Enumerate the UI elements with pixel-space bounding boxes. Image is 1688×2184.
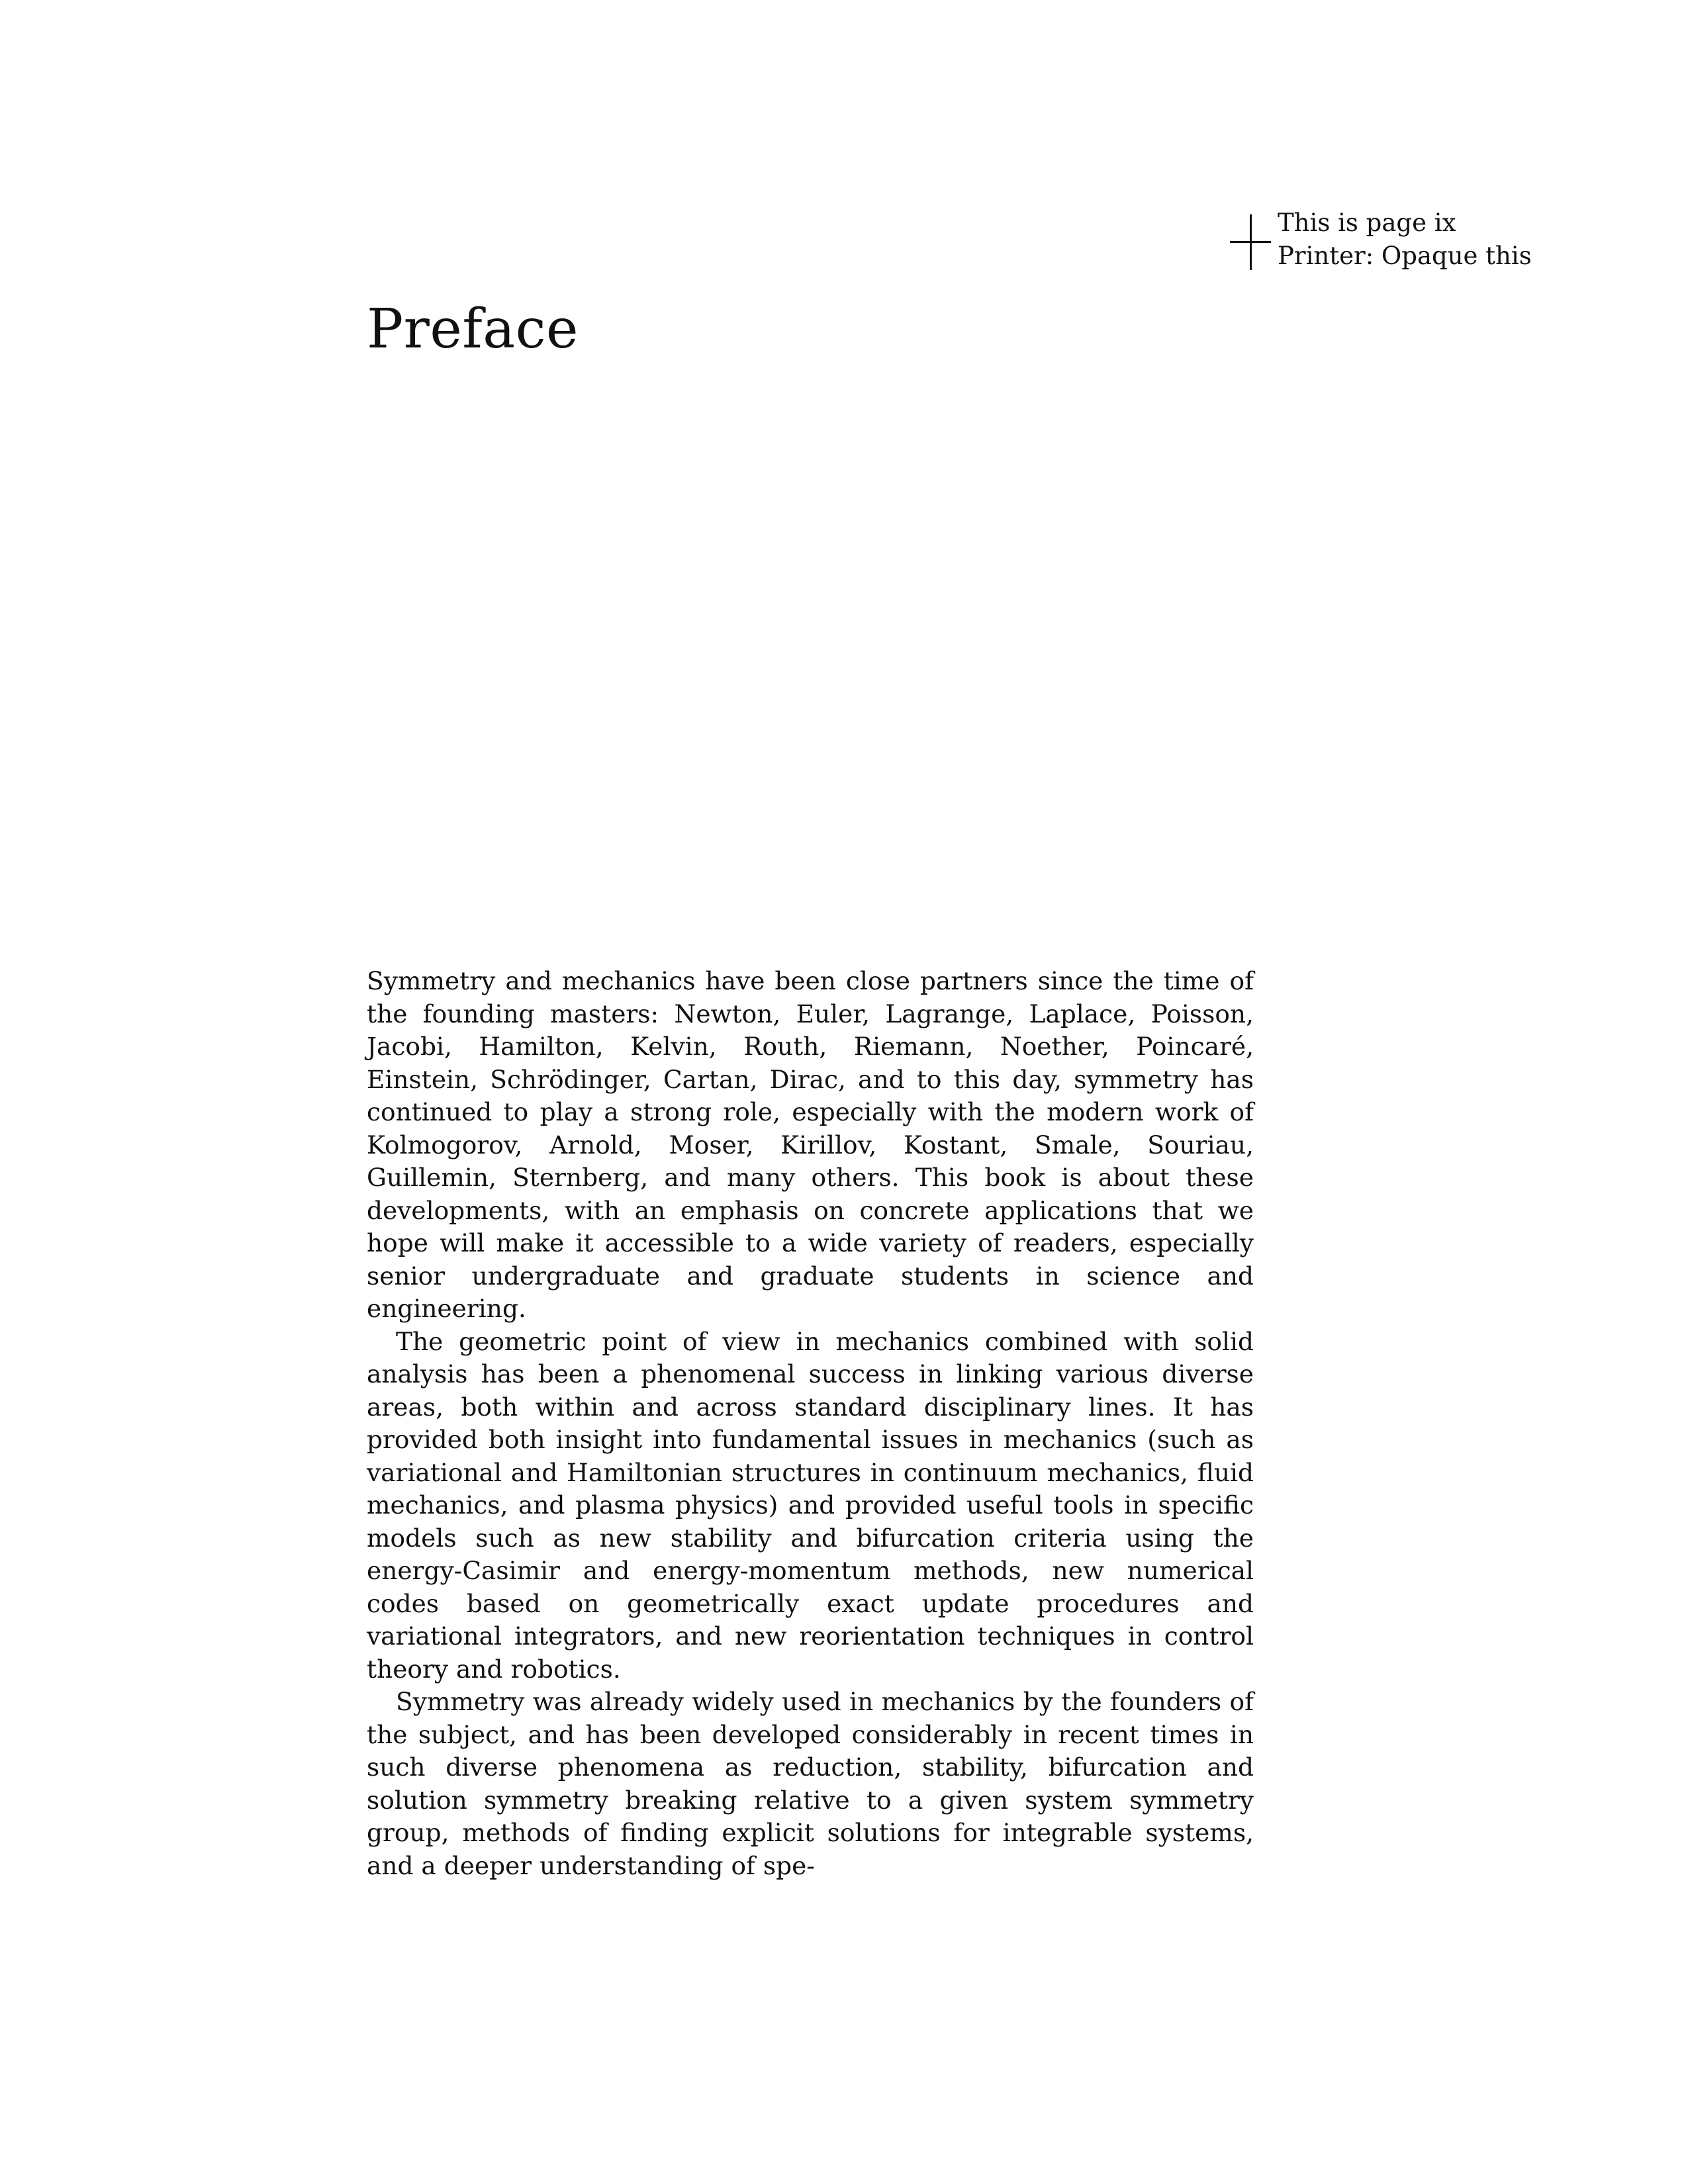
chapter-title: Preface: [367, 298, 579, 361]
paragraph-3: Symmetry was already widely used in mechanics by the founders of the subject, and has been developed considerably in recent times in such diverse phenomena as reduction, stability, bifurcation and solution symmetry breaking relative to a given system symmetry group, methods of finding explicit solutions for integrable systems, and a deeper understanding of spe-: [367, 1687, 1254, 1880]
crop-mark: [1230, 214, 1271, 270]
paragraph-1: Symmetry and mechanics have been close partners since the time of the founding masters: Newton, Euler, Lagrange, Laplace, Poisson, Jacobi, Hamilton, Kelvin, Routh, Riemann, Noether, Poincaré, Einstein, Schrödinger, Cartan, Dirac, and to this day, symmetry has continued to play a strong role, especially with the modern work of Kolmogorov, Arnold, Moser, Kirillov, Kostant, Smale, Souriau, Guillemin, Sternberg, and many others. This book is about these developments, with an emphasis on concrete applications that we hope will make it accessible to a wide variety of readers, especially senior undergraduate and graduate students in science and engineering.: [367, 966, 1254, 1323]
crop-mark-horizontal-line: [1230, 241, 1271, 243]
page-number-line: This is page ix: [1278, 208, 1456, 237]
paragraph-2: The geometric point of view in mechanics combined with solid analysis has been a phenomenal success in linking various diverse areas, both within and across standard disciplinary lines. It has provided both insight into fundamental issues in mechanics (such as variational and Hamiltonian structures in continuum mechanics, fluid mechanics, and plasma physics) and provided useful tools in specific models such as new stability and bifurcation criteria using the energy-Casimir and energy-momentum methods, new numerical codes based on geometrically exact update procedures and variational integrators, and new reorientation techniques in control theory and robotics.: [367, 1326, 1254, 1684]
printer-line: Printer: Opaque this: [1278, 242, 1532, 270]
preface-body: [367, 965, 1254, 1882]
page-info-header: [1278, 206, 1532, 273]
